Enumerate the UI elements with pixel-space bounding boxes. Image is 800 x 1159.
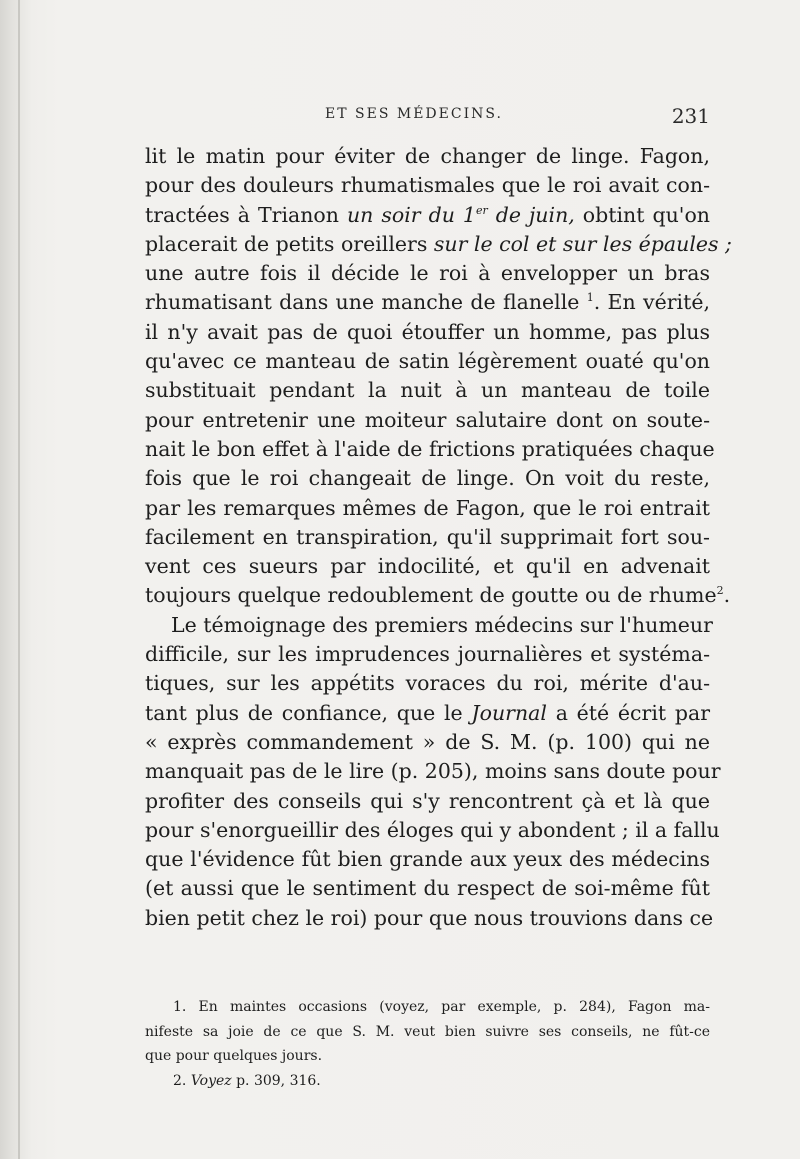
text-line: facilement en transpiration, qu'il supprimait fort sou-	[145, 524, 710, 549]
text-span: obtint qu'on	[574, 202, 710, 227]
text-line: nait le bon effet à l'aide de frictions pratiquées chaque	[145, 436, 715, 461]
text-line: pour s'enorgueillir des éloges qui y abondent ; il a fallu	[145, 817, 720, 842]
text-line	[145, 230, 732, 259]
text-span: .	[723, 583, 731, 608]
footnote-ref: 2	[716, 584, 724, 598]
text-line: vent ces sueurs par indocilité, et qu'il en advenait	[145, 554, 710, 579]
text-line: que l'évidence fût bien grande aux yeux des médecins	[145, 847, 710, 872]
text-span: rhumatisant dans une manche de flanelle	[145, 290, 587, 315]
italic-text: Voyez	[190, 1072, 232, 1089]
text-line: fois que le roi changeait de linge. On voit du reste,	[145, 466, 710, 491]
italic-span: un soir du 1	[346, 202, 476, 227]
footnote-number: 2.	[173, 1072, 191, 1089]
text-line	[145, 288, 710, 317]
footnote-ref: 1	[586, 291, 594, 305]
text-line: « exprès commandement » de S. M. (p. 100) qui ne	[145, 729, 710, 754]
text-span: tant plus de confiance, que le	[145, 700, 472, 725]
page-number: 231	[671, 104, 710, 128]
footnote-line	[145, 1069, 710, 1094]
superscript: er	[475, 203, 488, 217]
text-line: manquait pas de le lire (p. 205), moins sans doute pour	[145, 759, 721, 784]
text-span: a été écrit par	[546, 700, 710, 725]
text-line: pour entretenir une moiteur salutaire dont on soute-	[145, 407, 710, 432]
footnote-line: 1. En maintes occasions (voyez, par exemple, p. 284), Fagon ma-	[173, 999, 710, 1015]
text-line: tiques, sur les appétits voraces du roi, mérite d'au-	[145, 671, 710, 696]
italic-text	[347, 203, 575, 227]
text-span: toujours quelque redoublement de goutte ou de rhume	[145, 583, 717, 608]
text-line	[145, 699, 710, 728]
italic-text: sur le col et sur les épaules ;	[433, 231, 732, 256]
footnotes	[145, 995, 710, 1093]
italic-text: Journal	[471, 700, 547, 725]
text-line: profiter des conseils qui s'y rencontrent çà et là que	[145, 788, 710, 813]
text-span: . En vérité,	[593, 290, 710, 315]
text-line: par les remarques mêmes de Fagon, que le roi entrait	[145, 495, 710, 520]
italic-span: de juin,	[487, 202, 575, 227]
text-line: difficile, sur les imprudences journalières et systéma-	[145, 642, 710, 667]
text-line: bien petit chez le roi) pour que nous trouvions dans ce	[145, 905, 714, 930]
text-line: il n'y avait pas de quoi étouffer un homme, pas plus	[145, 319, 710, 344]
running-title: ET SES MÉDECINS.	[325, 106, 503, 122]
page-edge-shadow	[18, 0, 20, 1159]
text-line: Le témoignage des premiers médecins sur l'humeur	[171, 612, 713, 637]
page-header	[145, 104, 710, 126]
text-line: substituait pendant la nuit à un manteau de toile	[145, 378, 710, 403]
text-line	[145, 201, 710, 230]
text-line: qu'avec ce manteau de satin légèrement ouaté qu'on	[145, 349, 710, 374]
text-line	[145, 581, 731, 610]
text-span: p. 309, 316.	[231, 1072, 321, 1089]
text-span: tractées à Trianon	[145, 202, 347, 227]
text-line: lit le matin pour éviter de changer de linge. Fagon,	[145, 144, 710, 168]
text-line: (et aussi que le sentiment du respect de soi-même fût	[145, 876, 710, 901]
text-span: placerait de petits oreillers	[145, 231, 434, 256]
footnote-line: nifeste sa joie de ce que S. M. veut bien suivre ses conseils, ne fût-ce	[145, 1023, 710, 1040]
text-line: une autre fois il décide le roi à envelopper un bras	[145, 261, 710, 286]
body-text	[145, 142, 732, 933]
text-line: pour des douleurs rhumatismales que le roi avait con-	[145, 173, 710, 198]
footnote-line: que pour quelques jours.	[145, 1048, 323, 1064]
